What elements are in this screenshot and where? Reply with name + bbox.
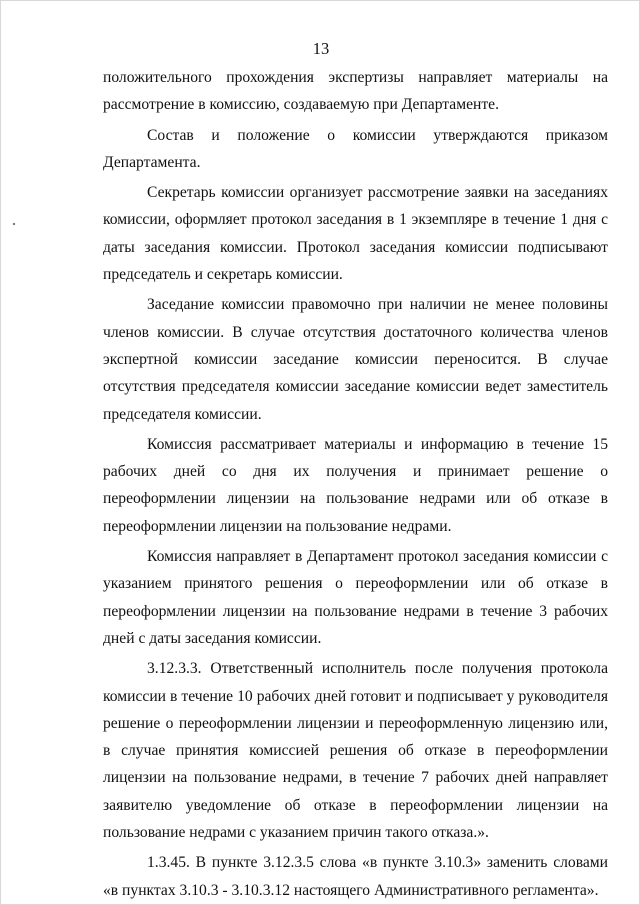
document-body xyxy=(103,64,608,904)
paragraph-commission-review: Комиссия рассматривает материалы и информацию в течение 15 рабочих дней со дня их получения и принимает решение о переоформлении лицензии на пользование недрами или об отказе в переоформлении лицензии на пользование недрами. xyxy=(103,435,608,535)
paragraph-clause-1-3-45: 1.3.45. В пункте 3.12.3.5 слова «в пункте 3.10.3» заменить словами «в пунктах 3.10.3 - 3.10.3.12 настоящего Административного регламента». xyxy=(103,854,608,899)
paragraph-continuation: положительного прохождения экспертизы направляет материалы на рассмотрение в комиссию, создаваемую при Департаменте. xyxy=(103,69,608,114)
paragraph-commission-protocol: Комиссия направляет в Департамент протокол заседания комиссии с указанием принятого решения о переоформлении или об отказе в переоформлении лицензии на пользование недрами в течение 3 рабочих дней с даты заседания комиссии. xyxy=(103,548,608,647)
page-number: 13 xyxy=(312,39,330,58)
scan-speck xyxy=(13,223,15,225)
paragraph-commission-secretary: Секретарь комиссии организует рассмотрение заявки на заседаниях комиссии, оформляет протокол заседания в 1 экземпляре в течение 1 дня с даты заседания комиссии. Протокол заседания комиссии подписывают председатель и секретарь комиссии. xyxy=(103,184,608,284)
paragraph-commission-composition: Состав и положение о комиссии утверждаются приказом Департамента. xyxy=(103,126,608,171)
paragraph-commission-quorum: Заседание комиссии правомочно при наличии не менее половины членов комиссии. В случае отсутствия достаточного количества членов экспертной комиссии заседание комиссии переносится. В случае отсутствия председателя комиссии заседание комиссии ведет заместитель председателя комиссии. xyxy=(103,296,608,423)
paragraph-clause-3-12-3-3: 3.12.3.3. Ответственный исполнитель после получения протокола комиссии в течение 10 рабочих дней готовит и подписывает у руководителя решение о переоформлении лицензии и переоформленную лицензию или, в случае принятия комиссией решения об отказе в переоформлении лицензии на пользование недрами, в течение 7 рабочих дней направляет заявителю уведомление об отказе в переоформлении лицензии на пользование недрами с указанием причин такого отказа.». xyxy=(103,660,608,842)
